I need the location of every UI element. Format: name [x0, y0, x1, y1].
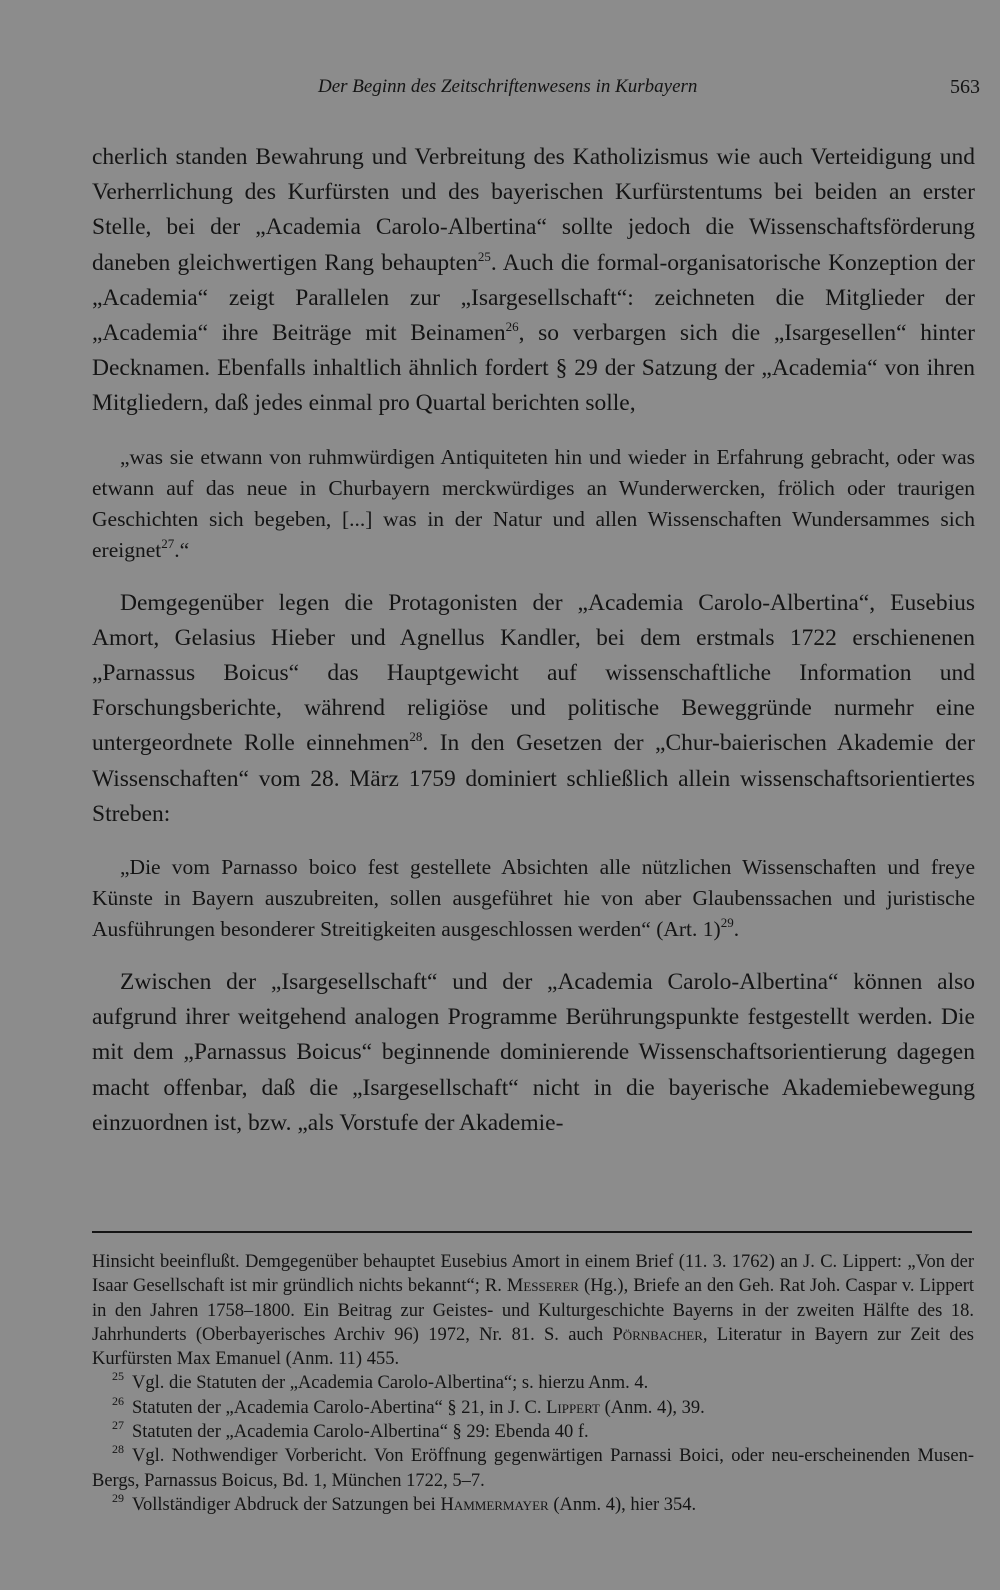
- page-number: 563: [950, 76, 980, 98]
- footnote-ref-28[interactable]: 28: [409, 729, 423, 745]
- footnote-26: $^{26}$ Statuten der „Academia Carolo-Abertina“ § 21, in J. C. Lippert (Anm. 4), 39.: [112, 1393, 705, 1418]
- footnote-continued: Hinsicht beeinflußt. Demgegenüber behauptet Eusebius Amort in einem Brief (11. 3. 1762) an J. C. Lippert: „Von der Isaar Gesellschaft ist mir gründlich nichts bekannt“; R. Messerer (Hg.), Briefe an den Geh. Rat Joh. Caspar v. Lippert in den Jahren 1758–1800. Ein Beitrag zur Geistes- und Kulturgeschichte Bayerns in der zweiten Hälfte des 18. Jahrhunderts (Oberbayerisches Archiv 96) 1972, Nr. 81. S. auch Pörnbacher, Literatur in Bayern zur Zeit des Kurfürsten Max Emanuel (Anm. 11) 455.: [92, 1252, 974, 1370]
- footnote-29: $^{29}$ Vollständiger Abdruck der Satzungen bei Hammermayer (Anm. 4), hier 354.: [112, 1490, 697, 1515]
- main-text: [92, 140, 975, 1141]
- footnote-28: $^{28}$ Vgl. Nothwendiger Vorbericht. Von Eröffnung gegenwärtigen Parnassi Boici, oder neu-erscheinenden Musen-Bergs, Parnassus Boicus, Bd. 1, München 1722, 5–7.: [92, 1442, 974, 1491]
- paragraph-2: Demgegenüber legen die Protagonisten der „Academia Carolo-Albertina“, Eusebius Amort, Gelasius Hieber und Agnellus Kandler, bei dem erstmals 1722 erschienenen „Parnassus Boicus“ das Hauptgewicht auf wissenschaftliche Information und Forschungsberichte, während religiöse und politische Beweggründe nurmehr eine untergeordnete Rolle einnehmen$^{28}$. In den Gesetzen der „Chur-baierischen Akademie der Wissenschaften“ vom 28. März 1759 dominiert schließlich allein wissenschaftsorientiertes Streben:: [92, 589, 975, 827]
- footnote-ref-27[interactable]: 27: [161, 535, 175, 551]
- block-quote-1: „was sie etwann von ruhmwürdigen Antiquiteten hin und wieder in Erfahrung gebracht, oder was etwann auf das neue in Churbayern merckwürdiges an Wunderwercken, frölich oder traurigen Geschichten sich begeben, [...] was in der Natur und allen Wissenschaften Wundersammes sich ereignet$^{27}$.“: [92, 444, 975, 562]
- paragraph-3: Zwischen der „Isargesellschaft“ und der „Academia Carolo-Albertina“ können also aufgrund ihrer weitgehend analogen Programme Berührungspunkte festgestellt werden. Die mit dem „Parnassus Boicus“ beginnende dominierende Wissenschaftsorientierung dagegen macht offenbar, daß die „Isargesellschaft“ nicht in die bayerische Akademiebewegung einzuordnen ist, bzw. „als Vorstufe der Akademie-: [92, 969, 975, 1136]
- running-header: [90, 72, 980, 106]
- footnote-ref-25[interactable]: 25: [477, 248, 491, 264]
- footnote-ref-29[interactable]: 29: [720, 915, 734, 931]
- footnotes: [92, 1250, 974, 1517]
- paragraph-1: cherlich standen Bewahrung und Verbreitung des Katholizismus wie auch Verteidigung und Verherrlichung des Kurfürsten und des bayerischen Kurfürstentums bei beiden an erster Stelle, bei der „Academia Carolo-Albertina“ sollte jedoch die Wissenschaftsförderung daneben gleichwertigen Rang behaupten$^{25}$. Auch die formal-organisatorische Konzeption der „Academia“ zeigt Parallelen zur „Isargesellschaft“: zeichneten die Mitglieder der „Academia“ ihre Beiträge mit Beinamen$^{26}$, so verbargen sich die „Isargesellen“ hinter Decknamen. Ebenfalls inhaltlich ähnlich fordert § 29 der Satzung der „Academia“ von ihren Mitgliedern, daß jedes einmal pro Quartal berichten solle,: [92, 144, 976, 417]
- footnote-ref-26[interactable]: 26: [505, 319, 519, 335]
- footnote-25: $^{25}$ Vgl. die Statuten der „Academia Carolo-Albertina“; s. hierzu Anm. 4.: [112, 1369, 649, 1394]
- block-quote-2: „Die vom Parnasso boico fest gestellete Absichten alle nützlichen Wissenschaften und freye Künste in Bayern auszubreiten, sollen ausgeführet hie von aber Glaubenssachen und juristische Ausführungen besonderer Streitigkeiten ausgeschlossen werden“ (Art. 1)$^{29}$.: [92, 855, 975, 942]
- footnote-divider: [92, 1231, 972, 1233]
- footnote-27: $^{27}$ Statuten der „Academia Carolo-Albertina“ § 29: Ebenda 40 f.: [112, 1418, 589, 1443]
- running-title: Der Beginn des Zeitschriftenwesens in Kurbayern: [318, 76, 698, 97]
